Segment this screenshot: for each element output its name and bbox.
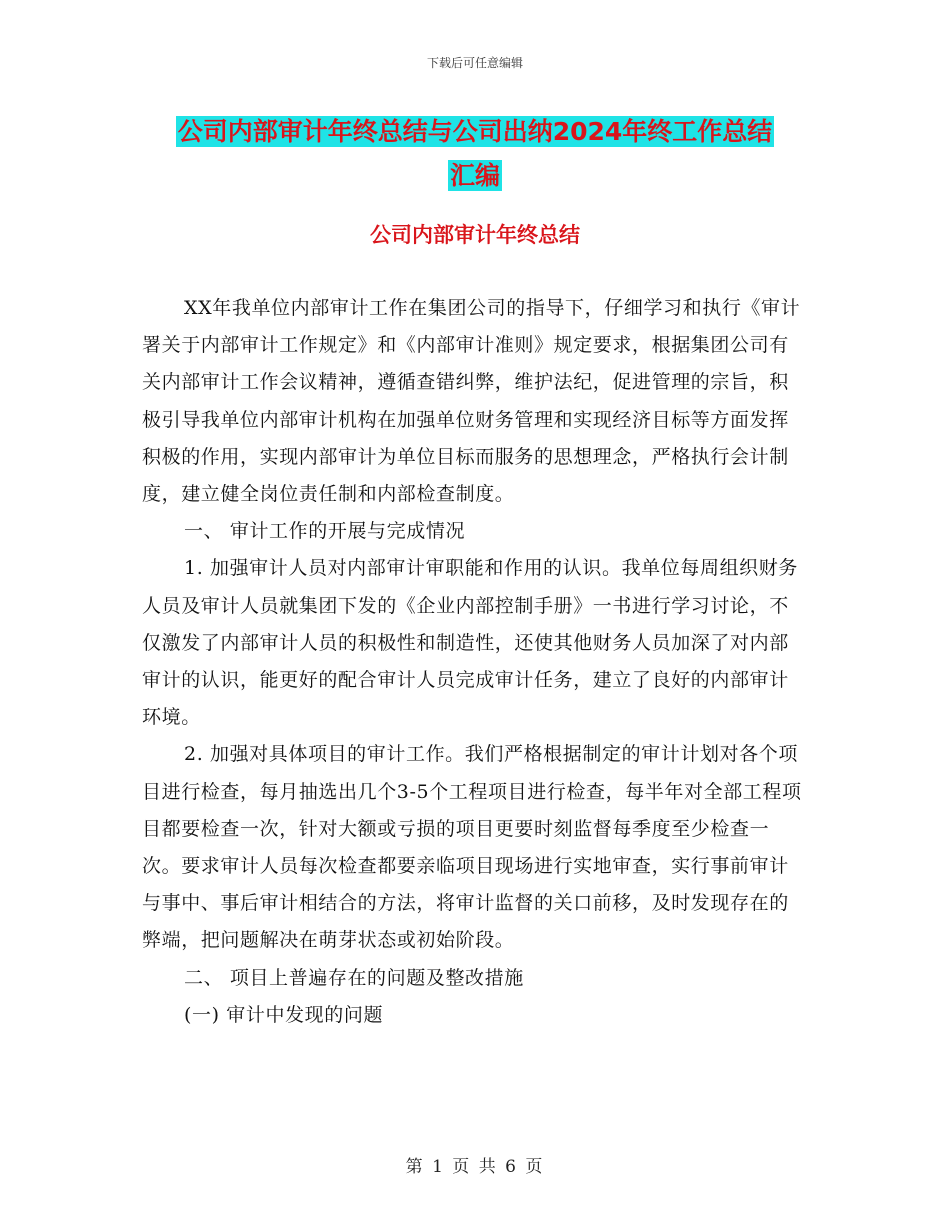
subheading-1: (一) 审计中发现的问题 xyxy=(184,1003,384,1026)
title-line-2: 汇编 xyxy=(449,161,500,190)
heading-section-2: 二、 项目上普遍存在的问题及整改措施 xyxy=(184,966,524,989)
paragraph-item-2: 2. 加强对具体项目的审计工作。我们严格根据制定的审计计划对各个项目进行检查，每月抽选出几个3-5个工程项目进行检查，每半年对全部工程项目都要检查一次，针对大额或亏损的项目更要时刻监督每季度至少检查一次。要求审计人员每次检查都要亲临项目现场进行实地审查，实行事前审计与事中、事后审计相结合的方法，将审计监督的关口前移，及时发现存在的弊端，把问题解决在萌芽状态或初始阶段。 xyxy=(142,743,802,952)
document-body xyxy=(142,290,808,1034)
header-note: 下载后可任意编辑 xyxy=(426,56,523,70)
document-title xyxy=(0,110,950,198)
paragraph-intro: XX年我单位内部审计工作在集团公司的指导下，仔细学习和执行《审计署关于内部审计工作规定》和《内部审计准则》规定要求，根据集团公司有关内部审计工作会议精神，遵循查错纠弊，维护法纪，促进管理的宗旨，积极引导我单位内部审计机构在加强单位财务管理和实现经济目标等方面发挥积极的作用，实现内部审计为单位目标而服务的思想理念，严格执行会计制度，建立健全岗位责任制和内部检查制度。 xyxy=(142,297,801,506)
page-footer: 第 1 页 共 6 页 xyxy=(405,1157,545,1177)
section-title: 公司内部审计年终总结 xyxy=(370,223,580,247)
paragraph-item-1: 1. 加强审计人员对内部审计审职能和作用的认识。我单位每周组织财务人员及审计人员就集团下发的《企业内部控制手册》一书进行学习讨论，不仅激发了内部审计人员的积极性和制造性，还使其他财务人员加深了对内部审计的认识，能更好的配合审计人员完成审计任务，建立了良好的内部审计环境。 xyxy=(142,557,798,729)
title-line-1: 公司内部审计年终总结与公司出纳2024年终工作总结 xyxy=(177,117,773,146)
heading-section-1: 一、 审计工作的开展与完成情况 xyxy=(184,520,466,543)
